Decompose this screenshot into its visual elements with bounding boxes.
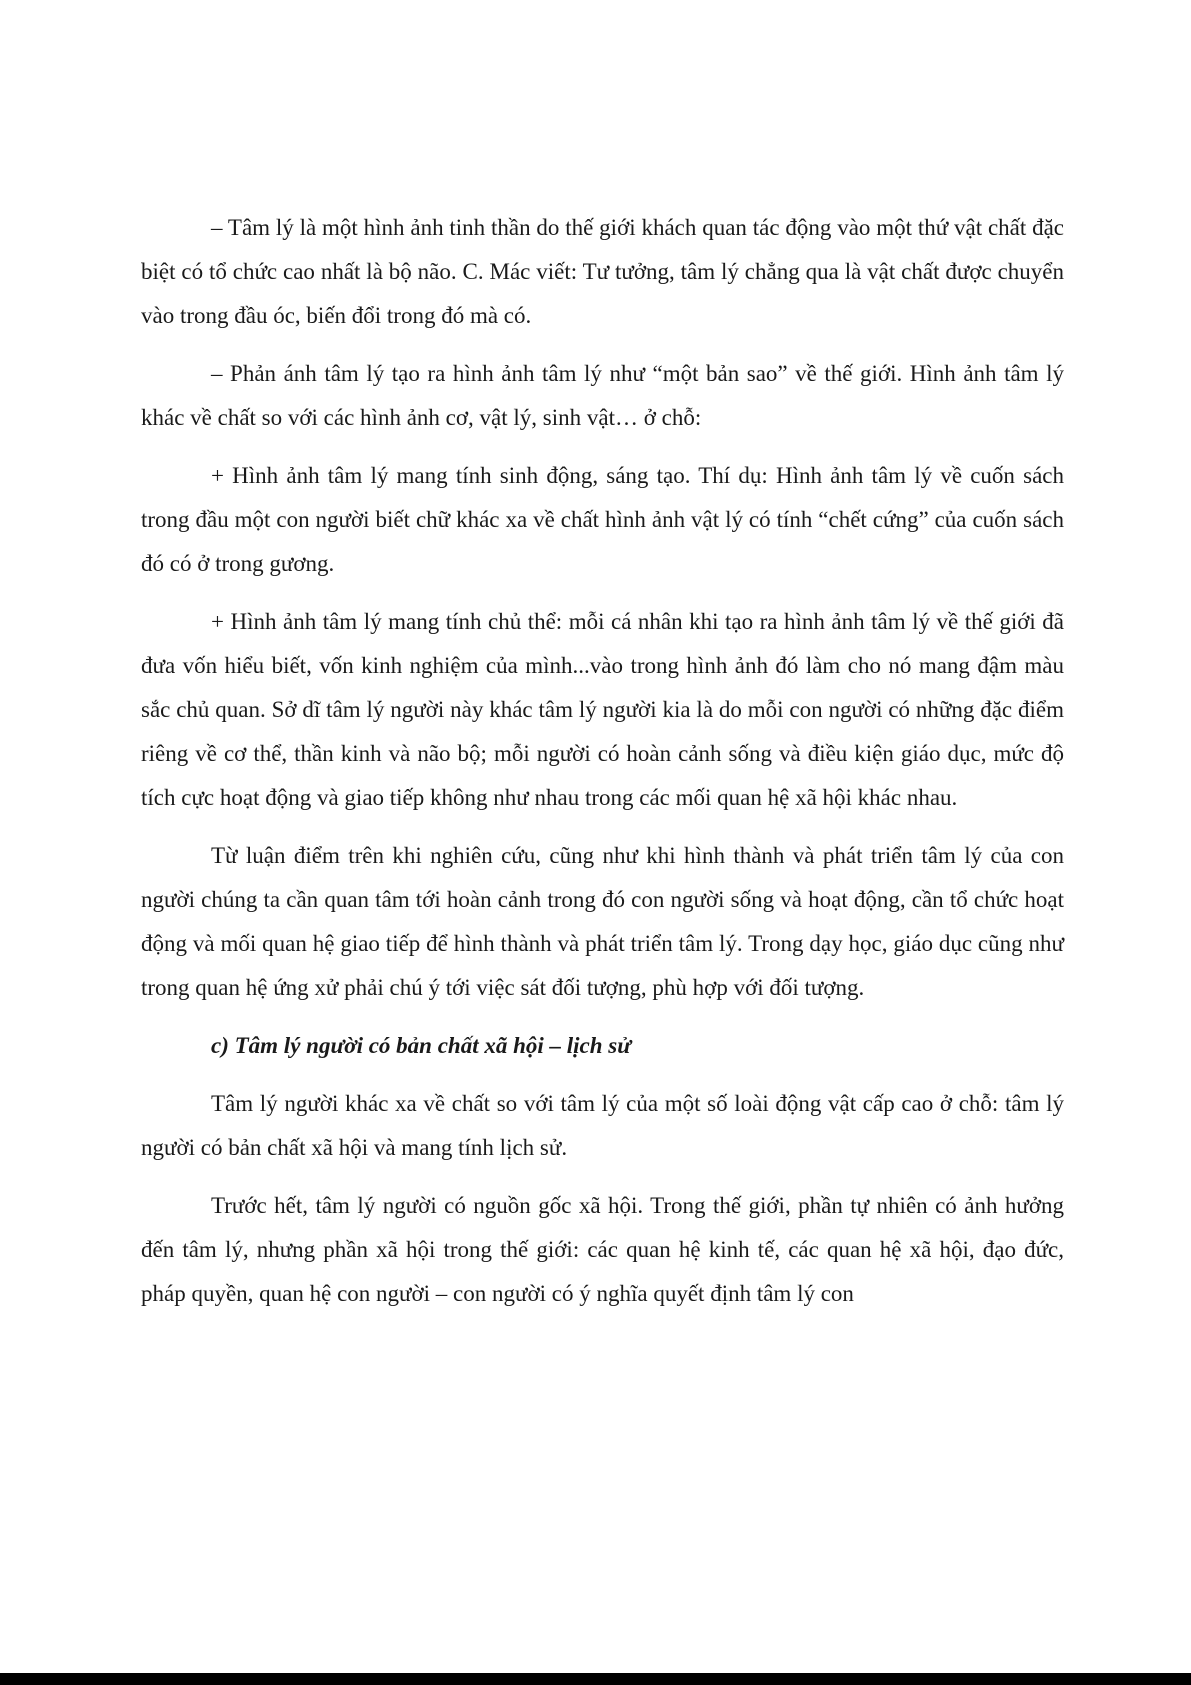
paragraph-social-origin: Trước hết, tâm lý người có nguồn gốc xã hội. Trong thế giới, phần tự nhiên có ảnh hưởng đến tâm lý, nhưng phần xã hội trong thế giới: các quan hệ kinh tế, các quan hệ xã hội, đạo đức, pháp quyền, quan hệ con người – con người có ý nghĩa quyết định tâm lý con bbox=[141, 1193, 1064, 1306]
bottom-border-bar bbox=[0, 1673, 1191, 1685]
paragraph-social-historical: Tâm lý người khác xa về chất so với tâm lý của một số loài động vật cấp cao ở chỗ: tâm lý người có bản chất xã hội và mang tính lịch sử. bbox=[141, 1091, 1064, 1160]
paragraph-vivid-creative: + Hình ảnh tâm lý mang tính sinh động, sáng tạo. Thí dụ: Hình ảnh tâm lý về cuốn sách trong đầu một con người biết chữ khác xa về chất hình ảnh vật lý có tính “chết cứng” của cuốn sách đó có ở trong gương. bbox=[141, 463, 1064, 576]
paragraph-conclusion: Từ luận điểm trên khi nghiên cứu, cũng như khi hình thành và phát triển tâm lý của con người chúng ta cần quan tâm tới hoàn cảnh trong đó con người sống và hoạt động, cần tổ chức hoạt động và mối quan hệ giao tiếp để hình thành và phát triển tâm lý. Trong dạy học, giáo dục cũng như trong quan hệ ứng xử phải chú ý tới việc sát đối tượng, phù hợp với đối tượng. bbox=[141, 843, 1064, 1000]
paragraph-psychological-reflection: – Phản ánh tâm lý tạo ra hình ảnh tâm lý như “một bản sao” về thế giới. Hình ảnh tâm lý khác về chất so với các hình ảnh cơ, vật lý, sinh vật… ở chỗ: bbox=[141, 361, 1064, 430]
section-heading: c) Tâm lý người có bản chất xã hội – lịch sử bbox=[211, 1033, 632, 1058]
paragraph-mental-image: – Tâm lý là một hình ảnh tinh thần do thế giới khách quan tác động vào một thứ vật chất đặc biệt có tổ chức cao nhất là bộ não. C. Mác viết: Tư tưởng, tâm lý chẳng qua là vật chất được chuyển vào trong đầu óc, biến đổi trong đó mà có. bbox=[141, 215, 1064, 328]
paragraph-subjective: + Hình ảnh tâm lý mang tính chủ thể: mỗi cá nhân khi tạo ra hình ảnh tâm lý về thế giới đã đưa vốn hiểu biết, vốn kinh nghiệm của mình...vào trong hình ảnh đó làm cho nó mang đậm màu sắc chủ quan. Sở dĩ tâm lý người này khác tâm lý người kia là do mỗi con người có những đặc điểm riêng về cơ thể, thần kinh và não bộ; mỗi người có hoàn cảnh sống và điều kiện giáo dục, mức độ tích cực hoạt động và giao tiếp không như nhau trong các mối quan hệ xã hội khác nhau. bbox=[141, 609, 1064, 810]
page-content bbox=[141, 206, 1064, 1316]
